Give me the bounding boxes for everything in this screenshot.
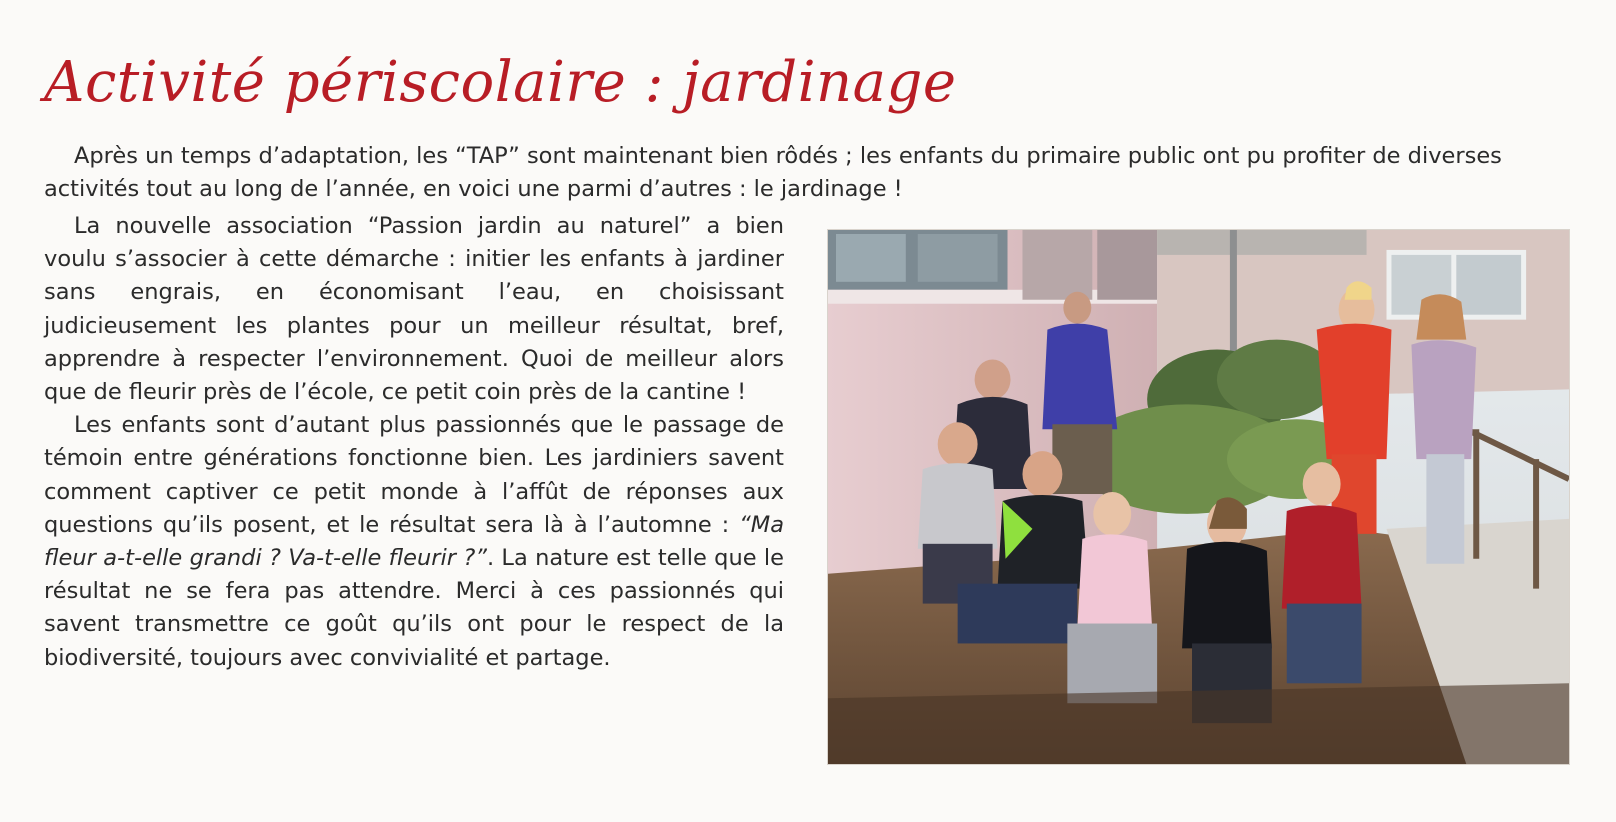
paragraph-2-quote: “Ma fleur a-t-elle grandi ? Va-t-elle fleurir ?” [44,511,784,572]
article-photo [827,229,1570,765]
children-gardening-photo [828,230,1569,764]
article-paragraph-2 [44,409,784,675]
article-title: Activité périscolaire : jardinage [44,50,957,115]
article-intro: Après un temps d’adaptation, les “TAP” sont maintenant bien rôdés ; les enfants du primaire public ont pu profiter de diverses activités tout au long de l’année, en voici une parmi d’autres : le jardinage ! [44,143,1502,202]
article-paragraph-1: La nouvelle association “Passion jardin au naturel” a bien voulu s’associer à cette démarche : initier les enfants à jardiner sans engrais, en économisant l’eau, en choisissant judicieusement les plantes pour un meilleur résultat, bref, apprendre à respecter l’environnement. Quoi de meilleur alors que de fleurir près de l’école, ce petit coin près de la cantine ! [44,213,784,406]
paragraph-2-start: Les enfants sont d’autant plus passionnés que le passage de témoin entre générations fonctionne bien. Les jardiniers savent comment captiver ce petit monde à l’affût de réponses aux questions qu’ils posent, et le résultat sera là à l’automne : [44,412,784,538]
article-body-column [44,210,784,675]
paragraph-2-end: . La nature est telle que le résultat ne se fera pas attendre. Merci à ces passionnés qui savent transmettre ce goût qu’ils ont pour le respect de la biodiversité, toujours avec convivialité et partage. [44,545,784,671]
